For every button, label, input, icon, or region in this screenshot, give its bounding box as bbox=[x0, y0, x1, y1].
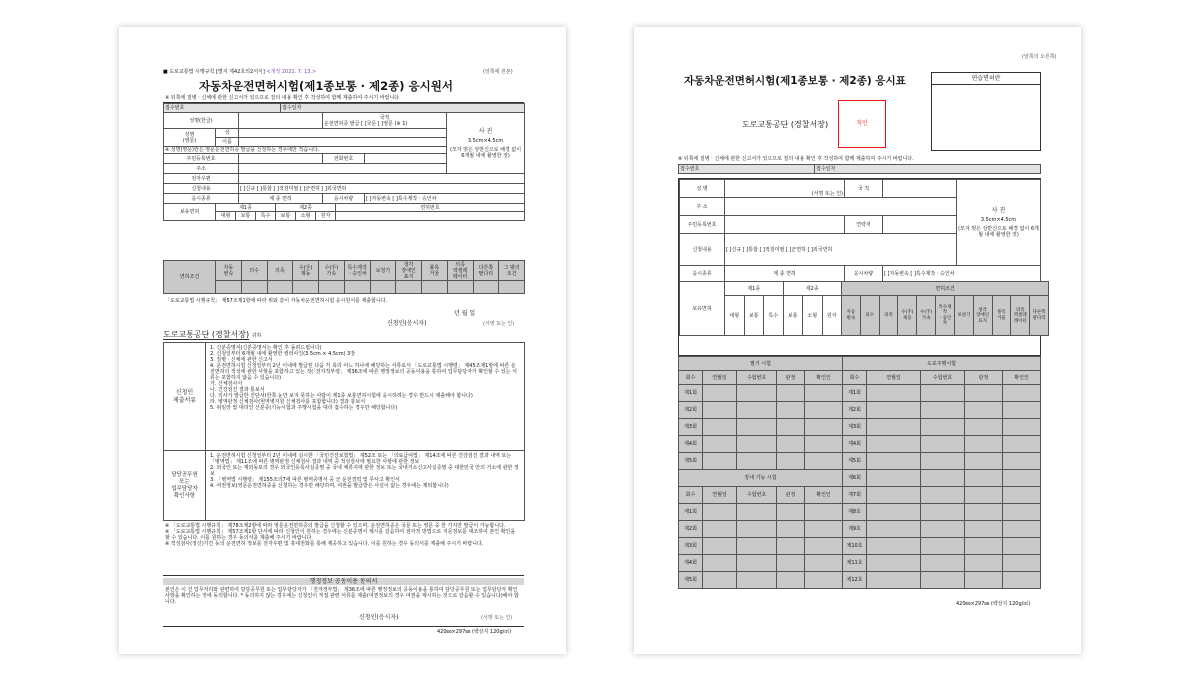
ticket-exam-car-label: 응시차량 bbox=[845, 266, 883, 282]
form-notice: ※ 뒤쪽에 질병ㆍ신체에 관한 신고서가 있으므로 질의 내용 확인 후 작성하여 함께 제출하여 주시기 바랍니다. bbox=[165, 95, 401, 101]
address-label: 주소 bbox=[164, 164, 239, 174]
skill-round: 제3회 bbox=[679, 538, 703, 555]
held-col-2: 보통 bbox=[236, 212, 256, 221]
ticket-class1: 제1종 bbox=[725, 282, 784, 296]
held-col-5: 소형 bbox=[296, 212, 316, 221]
skill-exam-title: 장내 기능 시험 bbox=[679, 470, 843, 487]
road-round: 제10호 bbox=[843, 538, 867, 555]
resident-no-label: 주민등록번호 bbox=[164, 154, 239, 164]
road-round: 제7회 bbox=[843, 487, 867, 504]
ticket-name-field[interactable] bbox=[725, 180, 845, 198]
col-confirm: 확인인 bbox=[1003, 371, 1041, 385]
license-language-check[interactable]: 운전면허증 발급 [ ]국문 [ ]영문 (※ 1) bbox=[324, 120, 408, 127]
english-name-note: ※ 성명(영문)란은 영문운전면허증 발급을 신청하는 경우에만 적습니다. bbox=[164, 147, 447, 154]
held-col-6: 원자 bbox=[316, 212, 336, 221]
exam-car-label: 응시차량 bbox=[323, 194, 365, 204]
name-kr-label: 성명(한글) bbox=[164, 113, 239, 129]
official-seal-box bbox=[838, 100, 886, 148]
ticket-resident-label: 주민등록번호 bbox=[680, 216, 725, 234]
ticket-contact-label: 연락처 bbox=[845, 216, 883, 234]
held-license-label: 보유면허 bbox=[164, 204, 216, 221]
ticket-address-field[interactable] bbox=[725, 198, 957, 216]
email-field[interactable] bbox=[239, 174, 525, 184]
skill-round: 제5회 bbox=[679, 572, 703, 589]
ticket-held-col: 특수 bbox=[764, 296, 784, 336]
officer-label: 담당공무원 또는 업무담당자 확인사항 bbox=[164, 451, 206, 521]
held-col-1: 대형 bbox=[216, 212, 236, 221]
written-round: 제5회 bbox=[679, 453, 703, 470]
cond-col-12: 그 밖의 조건 bbox=[499, 261, 525, 281]
note-item: ※ 적성검사(정신)기간 등의 운전면허 정보를 전자우편 및 휴대전화를 통해 제공하고 있습니다. 이를 원하는 경우 동의서를 제출해 주시기 바랍니다. bbox=[165, 541, 484, 547]
seal-label: 직인 bbox=[856, 120, 868, 127]
road-round: 제4회 bbox=[843, 436, 867, 453]
written-exam-title: 필기 시험 bbox=[679, 357, 843, 371]
doc-item: 다. 의사가 발급한 진단서(한쪽 눈만 보지 못하는 사람이 제1종 보통면허시험에 응시하려는 경우 반드시 제출해야 합니다) bbox=[210, 393, 473, 399]
officer-list bbox=[206, 451, 525, 521]
cond-col-8: 청각 장애인 표지 bbox=[396, 261, 422, 281]
ticket-cond-col: 의족 bbox=[879, 296, 898, 336]
photo-title: 사 진 bbox=[478, 127, 493, 135]
ticket-sign-note: (서명 또는 인) bbox=[811, 191, 844, 197]
col-confirm: 확인인 bbox=[805, 487, 843, 504]
consent-sign-label: 신청인(응시자) bbox=[359, 614, 399, 621]
ticket-nationality-field[interactable] bbox=[883, 180, 957, 198]
road-round: 제8호 bbox=[843, 504, 867, 521]
ticket-title: 자동차운전면허시험(제1종보통 · 제2종) 응시표 bbox=[684, 75, 906, 87]
ticket-cond-col: 자동 변속 bbox=[842, 296, 861, 336]
road-round: 제6회 bbox=[843, 470, 867, 487]
receipt-date-label: 접수일자 bbox=[281, 104, 525, 113]
col-date: 연월일 bbox=[703, 371, 737, 385]
held-col-3: 특수 bbox=[256, 212, 276, 221]
recipient-suffix: 귀하 bbox=[251, 333, 262, 339]
officer-item: 2. 외국인 또는 재외동포의 경우 외국인등록사실증명 중 국내 체류지에 관한 정보 또는 국내거소신고사실증명 중 대한민국 안의 거소에 관한 정보 bbox=[210, 465, 519, 477]
apply-type-label: 신청내용 bbox=[164, 184, 239, 194]
ticket-nationality-label: 국 적 bbox=[845, 180, 883, 198]
exam-type-label: 응시종류 bbox=[164, 194, 239, 204]
application-form-page bbox=[119, 27, 566, 654]
cond-col-7: 보청기 bbox=[370, 261, 396, 281]
date-line: 년 월 일 bbox=[454, 310, 476, 317]
doc-item: 4. 운전면허시험 신청일부터 2년 이내에 발급된 다음 각 목의 어느 하나에 해당하는 서류로서 「도로교통법 시행령」 제45조제1항에 따른 운전면허의 적성에 관한 사항을 포함하고 있는 것(「전자적부령」 제36조에 따른 행정정보의 공동이용을 통하여 업무담당자가 확인할 수 있는 서류는 포함하지 않음 수 있습니다) bbox=[210, 363, 517, 381]
cond-col-11: 다른쪽 팔다리 bbox=[473, 261, 499, 281]
doc-item: 가. 신체검사서 bbox=[210, 381, 243, 387]
name-kr-field[interactable] bbox=[239, 113, 323, 129]
issuer: 도로교통공단 (경찰서장) bbox=[742, 120, 829, 129]
practice-license-label: 연습면허란 bbox=[932, 73, 1040, 85]
page-side-label: (앞쪽의 오른쪽) bbox=[1022, 54, 1057, 60]
cond-col-6: 특수제작 ㆍ승인차 bbox=[344, 261, 370, 281]
road-round: 제9호 bbox=[843, 521, 867, 538]
documents-table bbox=[163, 342, 525, 521]
cond-col-2: 의수 bbox=[241, 261, 267, 281]
ticket-address-label: 주 소 bbox=[680, 198, 725, 216]
ticket-cond-col: 청각 장애인 표지 bbox=[973, 296, 992, 336]
ticket-cond-col: 수(手) 제동 bbox=[898, 296, 917, 336]
applicant-info-table bbox=[163, 102, 524, 231]
col-exam-no: 수험번호 bbox=[737, 487, 777, 504]
note-item: ※ 「도로교통법 시행규칙」 제78조제2항에 따라 영문운전면허증의 발급을 신청할 수 있으며, 운전면허증은 국문 또는 영문 중 한 가지만 발급이 가능합니다. bbox=[165, 523, 506, 529]
nationality-block bbox=[323, 113, 447, 129]
col-result: 판정 bbox=[965, 371, 1003, 385]
col-confirm: 확인인 bbox=[805, 371, 843, 385]
col-round: 회수 bbox=[679, 487, 703, 504]
class1-header: 제1종 bbox=[216, 204, 276, 212]
ticket-cond-label: 면허조건 bbox=[842, 282, 1049, 296]
ticket-cond-col: 볼록 거울 bbox=[992, 296, 1011, 336]
form-ref-date: <개정 2021. 7. 13.> bbox=[266, 69, 317, 75]
address-field[interactable] bbox=[239, 164, 525, 174]
surname-field[interactable] bbox=[239, 129, 447, 138]
applicant-sign: (서명 또는 인) bbox=[483, 321, 515, 327]
phone-field[interactable] bbox=[365, 154, 447, 164]
officer-item: 1. 운전면허시험 신청일부터 2년 이내에 실시한 「국민건강보험법」 제52조 또는 「의료급여법」 제14조에 따른 건강검진 결과 내역 또는 「병역법」 제11조에 따른 병역판정 신체검사 결과 내역 중 적성검사에 필요한 사항에 관한 정보 bbox=[210, 453, 512, 465]
skill-round: 제2회 bbox=[679, 521, 703, 538]
paper-size: 420㎜×297㎜ (백상지 120g/㎡) bbox=[437, 629, 512, 635]
page-side-label: (앞쪽에 원본) bbox=[483, 69, 513, 75]
skill-round: 제1회 bbox=[679, 504, 703, 521]
conditions-table bbox=[163, 260, 525, 294]
submission-statement: 「도로교통법 시행규칙」 제57조제1항에 따라 위와 같이 자동차운전면허시험 응시원서를 제출합니다. bbox=[165, 298, 388, 304]
ticket-cond-col: 의족 엑셀레 레이터 bbox=[1011, 296, 1030, 336]
road-exam-title: 도로주행시험 bbox=[843, 357, 1041, 371]
ticket-name-label: 성 명 bbox=[680, 180, 725, 198]
license-no-header: 면허번호 bbox=[336, 204, 525, 212]
ticket-resident-field[interactable] bbox=[725, 216, 845, 234]
given-name-field[interactable] bbox=[239, 138, 447, 147]
phone-label: 전화번호 bbox=[323, 154, 365, 164]
road-round: 제3회 bbox=[843, 419, 867, 436]
col-round: 회수 bbox=[679, 371, 703, 385]
notes bbox=[165, 523, 521, 547]
form-title: 자동차운전면허시험(제1종보통 · 제2종) 응시원서 bbox=[199, 79, 453, 93]
form-ref-text: ■ 도로교통법 시행규칙 [별지 제42호의2서식] bbox=[163, 69, 267, 75]
cond-col-10: 의족 엑셀레 레이터 bbox=[447, 261, 473, 281]
held-col-4: 보통 bbox=[276, 212, 296, 221]
ticket-paper-size: 420㎜×297㎜ (백상지 120g/㎡) bbox=[956, 601, 1031, 607]
exam-results-table bbox=[678, 356, 1041, 589]
documents-list bbox=[206, 343, 525, 451]
applicant-label: 신청인(응시자) bbox=[387, 320, 427, 327]
exam-ticket-page bbox=[634, 27, 1081, 654]
ticket-held-col: 보통 bbox=[744, 296, 764, 336]
ticket-held-col: 대형 bbox=[725, 296, 745, 336]
license-no-field[interactable] bbox=[336, 212, 525, 221]
cond-col-1: 자동 변속 bbox=[216, 261, 242, 281]
ticket-contact-field[interactable] bbox=[883, 216, 957, 234]
ticket-receipt-date: 접수일자 bbox=[815, 165, 1041, 174]
consent-box bbox=[163, 575, 524, 627]
photo-note: (모자 벗은 상반신으로 배경 없이 6개월 내에 촬영한 것) bbox=[449, 146, 522, 159]
col-date: 연월일 bbox=[867, 371, 921, 385]
col-date: 연월일 bbox=[703, 487, 737, 504]
nationality-label: 국적 bbox=[379, 114, 390, 121]
ticket-photo-note: (모자 벗은 상반신으로 배경 없이 6개월 내에 촬영한 것) bbox=[958, 226, 1039, 238]
col-exam-no: 수험번호 bbox=[737, 371, 777, 385]
ticket-photo-title: 사 진 bbox=[991, 207, 1006, 214]
name-en-label: 성명 (영문) bbox=[164, 129, 216, 147]
written-round: 제2회 bbox=[679, 402, 703, 419]
consent-text: 본인은 이 건 업무처리와 관련하여 담당공무원 또는 업무담당자가 「전자정부법」 제36조에 따른 행정정보의 공동이용을 통하여 담당공무원 또는 업무담당자 확인 사항을 확인하는 것에 동의합니다. * 동의하지 않는 경우에는 신청인이 직접 관련 서류를 제출(여권정보의 경우 여권을 제시하는 것으로 갈음할 수 있습니다)해야 합니다. bbox=[165, 587, 519, 605]
ticket-exam-type-label: 응시종류 bbox=[680, 266, 725, 282]
photo-size: 3.5cm×4.5cm bbox=[467, 137, 504, 144]
ticket-receipt-no: 접수번호 bbox=[679, 165, 815, 174]
ticket-exam-type-value[interactable]: 제 종 면허 bbox=[725, 266, 845, 282]
doc-item: 2. 신청일부터 6개월 내에 촬영한 컬러사진(3.5cm × 4.5cm) 3장 bbox=[210, 351, 356, 357]
written-round: 제1회 bbox=[679, 385, 703, 402]
documents-label: 신청인 제출서류 bbox=[164, 343, 206, 451]
doc-item: 3. 질병ㆍ신체에 관한 신고서 bbox=[210, 357, 273, 363]
road-round: 제2회 bbox=[843, 402, 867, 419]
doc-item: 5. 위임장 및 대리인 신분증(기능시험과 주행시험을 대리 접수하는 경우만 해당합니다) bbox=[210, 405, 398, 411]
ticket-receipt-row bbox=[678, 164, 1041, 174]
road-round: 제11호 bbox=[843, 555, 867, 572]
exam-car-options[interactable]: [ ]자동변속 [ ]특수제작ㆍ승인차 bbox=[365, 194, 525, 204]
class2-header: 제2종 bbox=[276, 204, 336, 212]
ticket-held-col: 보통 bbox=[783, 296, 803, 336]
ticket-photo-size: 3.5cm×4.5cm bbox=[980, 217, 1017, 223]
ticket-held-col: 소형 bbox=[803, 296, 823, 336]
ticket-class2: 제2종 bbox=[783, 282, 842, 296]
ticket-cond-col: 특수제작 ㆍ승인 차 bbox=[936, 296, 955, 336]
surname-label: 성 bbox=[216, 129, 239, 138]
written-round: 제3회 bbox=[679, 419, 703, 436]
note-item: ※ 「도로교통법 시행규칙」 제57조제1항 단서에 따라 신청인이 원하는 경우에는 신분증명서 제시를 갈음하여 전자적 방법으로 지문정보를 대조하여 본인 확인을 할 수 있습니다. 이를 원하는 경우 동의서를 제출해 주시기 바랍니다. bbox=[165, 529, 516, 541]
conditions-label: 면허조건 bbox=[164, 261, 216, 294]
receipt-no-label: 접수번호 bbox=[164, 104, 281, 113]
col-round: 회수 bbox=[843, 371, 867, 385]
road-round: 제1회 bbox=[843, 385, 867, 402]
ticket-cond-col: 다른쪽 팔다리 bbox=[1030, 296, 1049, 336]
officer-item: 4. 여권정보(영문운전면허증을 신청하는 경우만 해당하며, 여권을 발급받은 사실이 없는 경우에는 제외합니다) bbox=[210, 483, 449, 489]
skill-round: 제4회 bbox=[679, 555, 703, 572]
written-round: 제4회 bbox=[679, 436, 703, 453]
doc-item: 나. 건강검진 결과 통보서 bbox=[210, 387, 265, 393]
exam-type-value[interactable]: 제 종 면허 bbox=[239, 194, 323, 204]
col-exam-no: 수험번호 bbox=[921, 371, 965, 385]
recipient-name: 도로교통공단 (경찰서장) bbox=[163, 330, 250, 339]
ticket-photo-box bbox=[957, 180, 1041, 266]
ticket-apply-type-label: 신청내용 bbox=[680, 234, 725, 266]
ticket-notice: ※ 뒤쪽에 질병ㆍ신체에 관한 신고서가 있으므로 질의 내용 확인 후 작성하여 함께 제출하여 주시기 바랍니다. bbox=[678, 156, 914, 162]
resident-no-field[interactable] bbox=[239, 154, 323, 164]
email-label: 전자우편 bbox=[164, 174, 239, 184]
ticket-apply-options[interactable]: [ ]신규 [ ]통합 [ ]적검미필 [ ]군면허 [ ]외국면허 bbox=[725, 234, 957, 266]
cond-col-4: 수(手) 제동 bbox=[293, 261, 319, 281]
cond-col-9: 볼록 거울 bbox=[422, 261, 448, 281]
apply-type-options[interactable]: [ ]신규 [ ]통합 [ ]적검미필 [ ]군면허 [ ]외국면허 bbox=[239, 184, 525, 194]
ticket-cond-col: 수(手) 가속 bbox=[917, 296, 936, 336]
given-name-label: 이름 bbox=[216, 138, 239, 147]
practice-license-box bbox=[931, 72, 1041, 151]
cond-col-5: 수(手) 가속 bbox=[319, 261, 345, 281]
ticket-held-col: 원자 bbox=[822, 296, 842, 336]
col-result: 판정 bbox=[777, 371, 805, 385]
consent-sign-note: (서명 또는 인) bbox=[481, 615, 513, 621]
ticket-cond-col: 보청기 bbox=[954, 296, 973, 336]
ticket-cond-col: 의수 bbox=[860, 296, 879, 336]
road-round: 제5회 bbox=[843, 453, 867, 470]
recipient bbox=[163, 330, 261, 340]
ticket-exam-car-options[interactable]: [ ]자동변속 [ ]특수제작ㆍ승인차 bbox=[883, 266, 1041, 282]
officer-item: 3. 「병역법 시행령」 제155조의7에 따른 병역증명서 중 군 운전경력 및 무사고 확인서 bbox=[210, 477, 400, 483]
doc-item: 1. 신분증명서(신분증명서는 확인 후 돌려드립니다) bbox=[210, 345, 322, 351]
doc-item: 라. 병역판정 신체검사(현역병지원 신체검사를 포함합니다) 결과 통보서 bbox=[210, 399, 366, 405]
col-result: 판정 bbox=[777, 487, 805, 504]
form-ref bbox=[163, 69, 316, 75]
consent-title: 행정정보 공동이용 동의서 bbox=[163, 578, 524, 585]
ticket-held-label: 보유면허 bbox=[680, 282, 725, 336]
cond-col-3: 의족 bbox=[267, 261, 293, 281]
ticket-info-box bbox=[678, 178, 1046, 356]
road-round: 제12호 bbox=[843, 572, 867, 589]
